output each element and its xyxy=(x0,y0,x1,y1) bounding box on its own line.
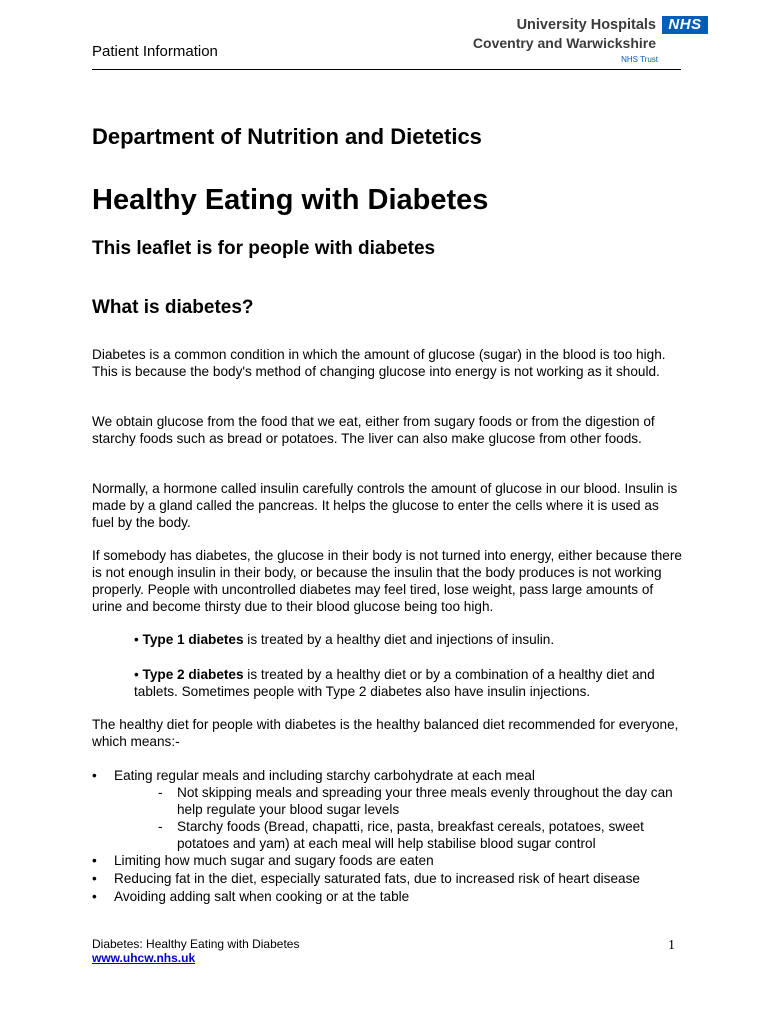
header-divider xyxy=(92,69,681,70)
list-item: Eating regular meals and including starchy carbohydrate at each meal xyxy=(114,768,535,783)
list-item: Avoiding adding salt when cooking or at the table xyxy=(114,889,410,904)
logo-trust: NHS Trust xyxy=(621,55,658,64)
type-2-text: is treated by a healthy diet or by a combination of a healthy diet and tablets. Sometimes people with Type 2 diabetes also have insulin injections. xyxy=(134,667,655,699)
paragraph-1: Diabetes is a common condition in which the amount of glucose (sugar) in the blood is too high. This is because the body's method of changing glucose into energy is not working as it should. xyxy=(92,347,666,379)
patient-information-label: Patient Information xyxy=(92,43,218,60)
diet-intro: The healthy diet for people with diabetes is the healthy balanced diet recommended for everyone, which means:- xyxy=(92,717,679,749)
sub-list-item: Starchy foods (Bread, chapatti, rice, pasta, breakfast cereals, potatoes, sweet potatoes and yam) at each meal will help stabilise blood sugar control xyxy=(177,819,644,851)
section-heading: What is diabetes? xyxy=(92,297,254,318)
type-2-item xyxy=(134,666,682,700)
footer-title: Diabetes: Healthy Eating with Diabetes xyxy=(92,937,300,951)
bullet-marker: • xyxy=(134,667,139,682)
logo-line-1: University Hospitals xyxy=(516,17,656,33)
bullet-marker: • xyxy=(92,889,97,904)
logo-line-2: Coventry and Warwickshire xyxy=(472,35,656,51)
sub-list-item: Not skipping meals and spreading your three meals evenly throughout the day can help regulate your blood sugar levels xyxy=(177,785,673,817)
type-1-text: is treated by a healthy diet and injections of insulin. xyxy=(243,632,555,647)
bullet-marker: • xyxy=(92,853,97,868)
bullet-marker: • xyxy=(134,632,139,647)
page-title: Healthy Eating with Diabetes xyxy=(92,184,489,216)
paragraph-3: Normally, a hormone called insulin carefully controls the amount of glucose in our blood. Insulin is made by a gland called the pancreas. It helps the glucose to enter the cells where it is used as fuel by the body. xyxy=(92,481,678,530)
paragraph-4: If somebody has diabetes, the glucose in their body is not turned into energy, either because there is not enough insulin in their body, or because the insulin that the body produces is not working properly. People with uncontrolled diabetes may feel tired, lose weight, pass large amounts of urine and become thirsty due to their blood glucose being too high. xyxy=(92,548,682,614)
department-heading: Department of Nutrition and Dietetics xyxy=(92,124,482,149)
list-item: Limiting how much sugar and sugary foods are eaten xyxy=(114,853,434,868)
type-2-label: Type 2 diabetes xyxy=(142,667,244,682)
dash-marker: - xyxy=(158,785,163,800)
nhs-logo-icon: NHS xyxy=(662,16,708,34)
type-1-label: Type 1 diabetes xyxy=(142,632,244,647)
paragraph-2: We obtain glucose from the food that we eat, either from sugary foods or from the digestion of starchy foods such as bread or potatoes. The liver can also make glucose from other foods. xyxy=(92,414,655,446)
list-item: Reducing fat in the diet, especially saturated fats, due to increased risk of heart disease xyxy=(114,871,640,886)
website-link[interactable]: www.uhcw.nhs.uk xyxy=(92,951,196,965)
hospital-logo xyxy=(472,12,708,66)
type-1-item xyxy=(134,631,682,648)
bullet-marker: • xyxy=(92,768,97,783)
dash-marker: - xyxy=(158,819,163,834)
page-number: 1 xyxy=(668,938,675,953)
bullet-marker: • xyxy=(92,871,97,886)
subtitle: This leaflet is for people with diabetes xyxy=(92,238,436,259)
